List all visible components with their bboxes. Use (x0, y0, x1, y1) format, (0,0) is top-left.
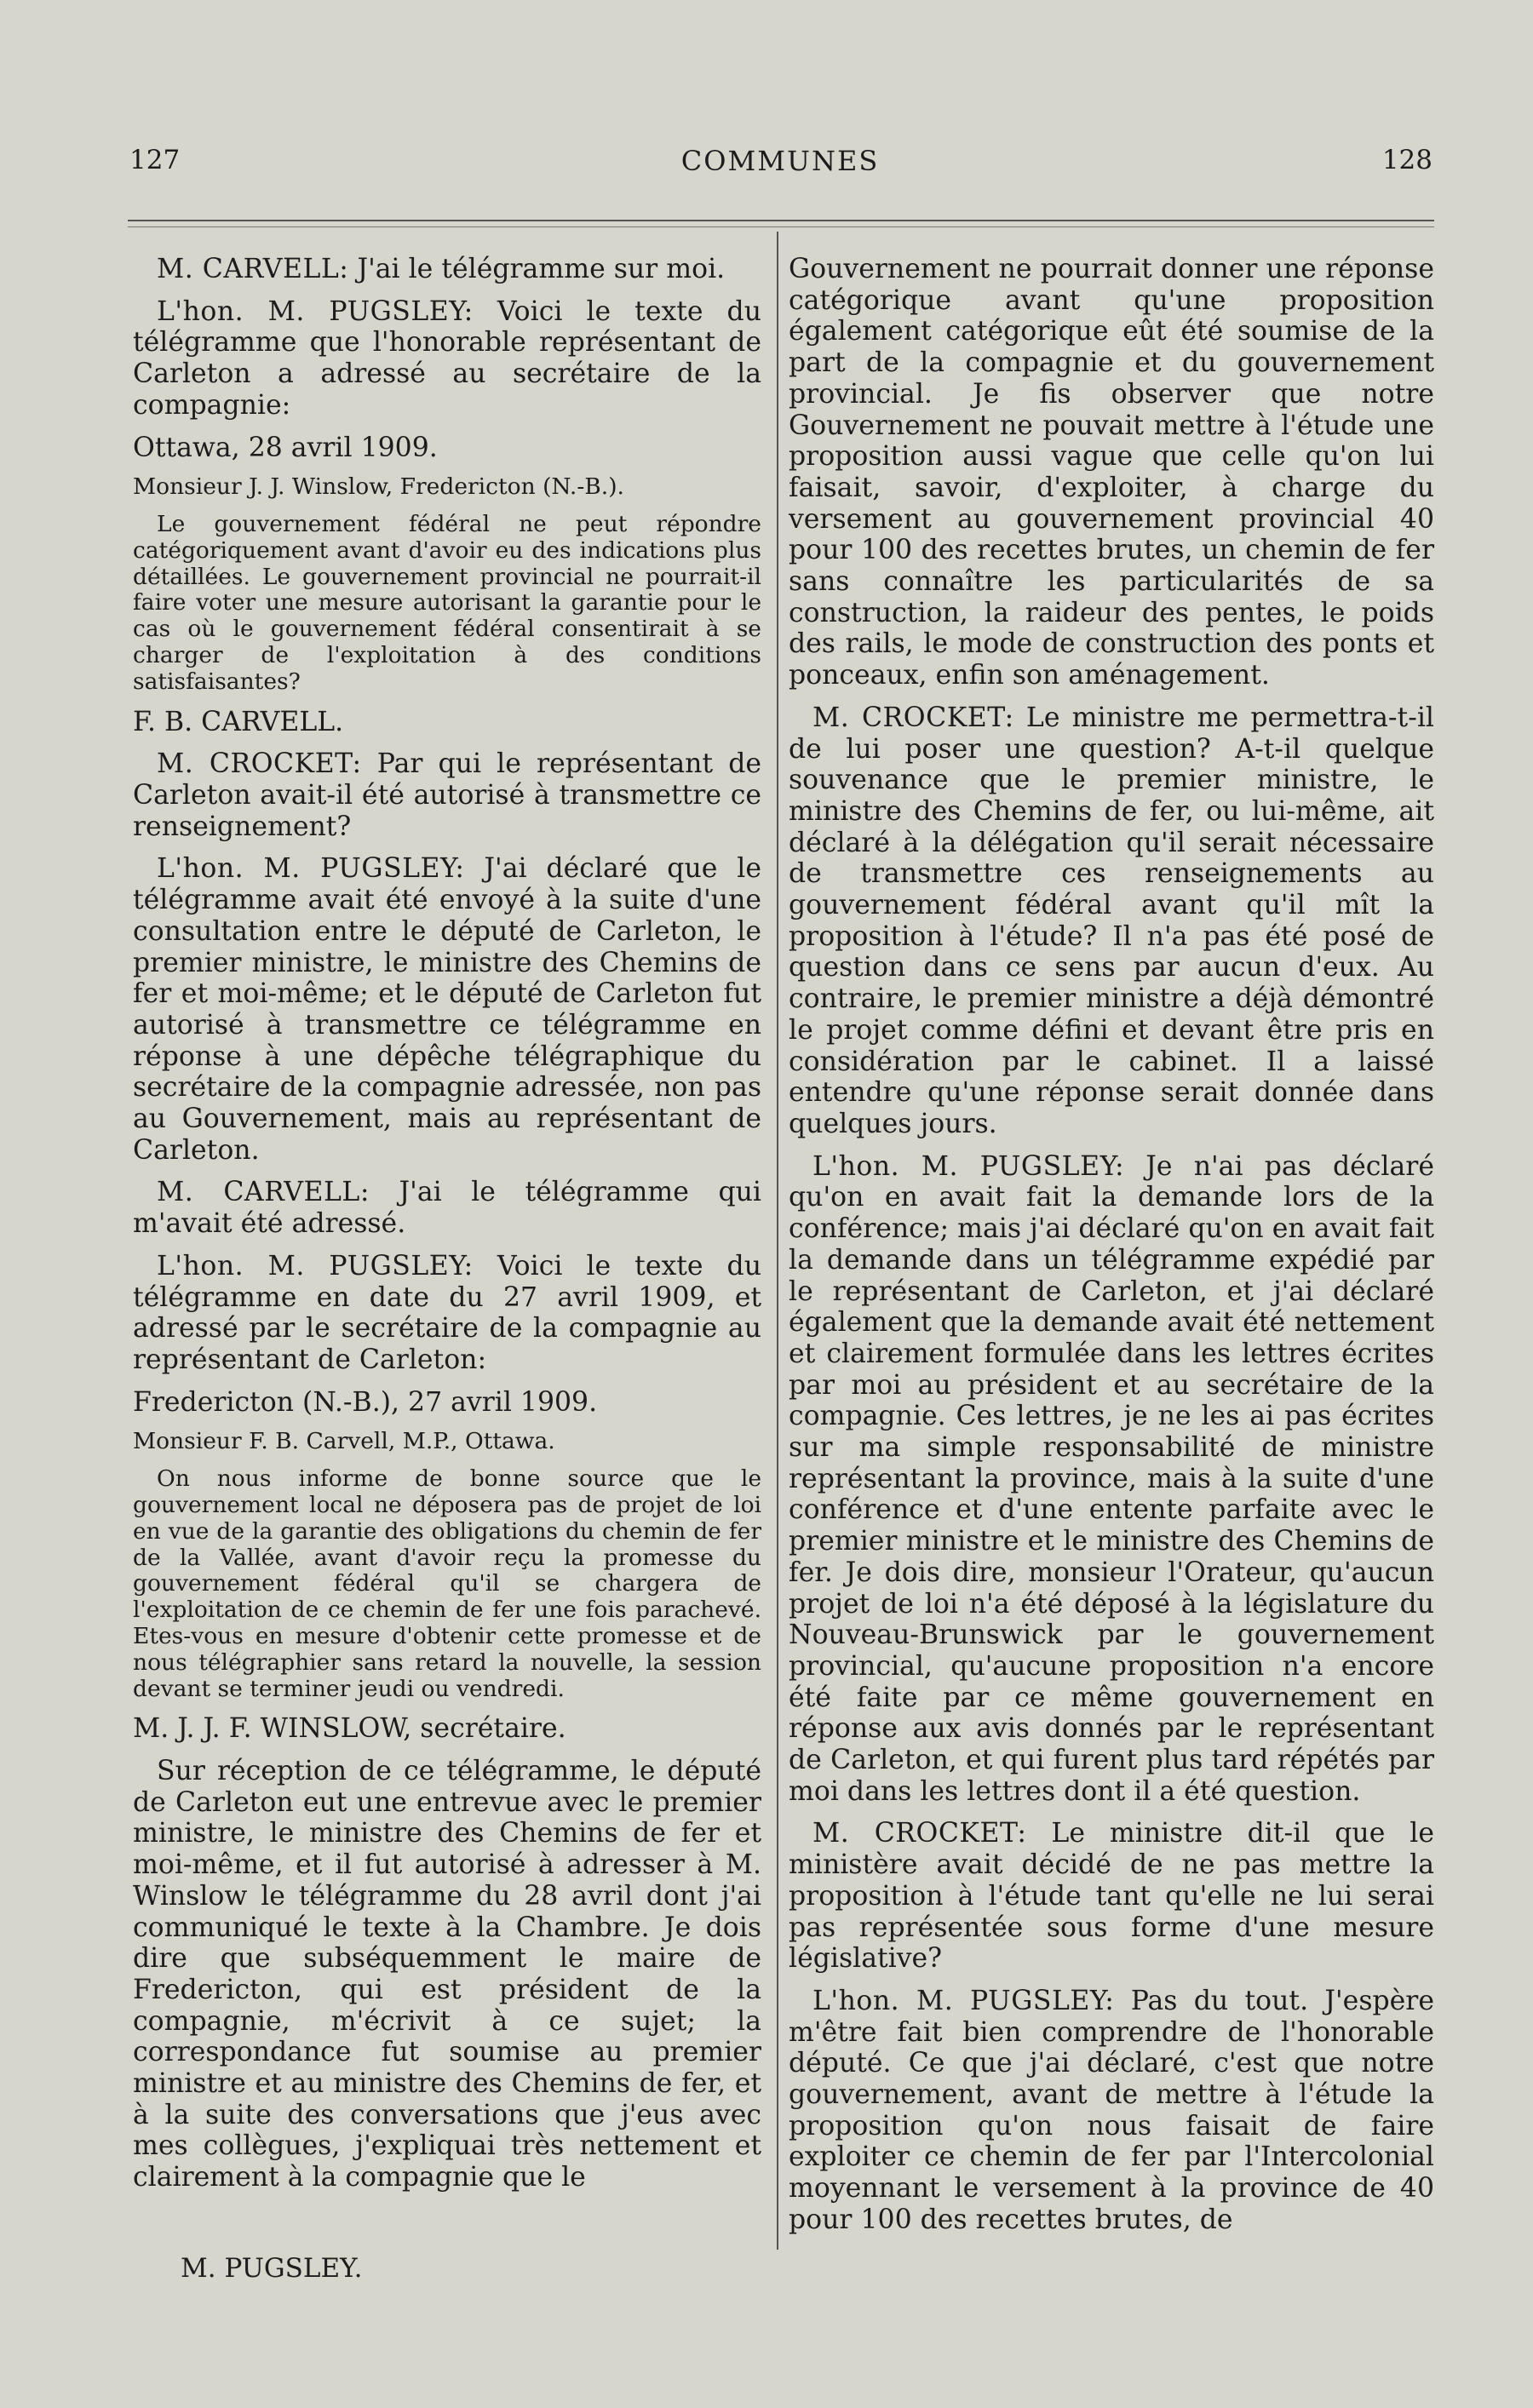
speech-text: Le ministre dit-il que le ministère avait décidé de ne pas mettre la proposition à l'étude tant qu'elle ne lui serai pas représentée sous forme d'une mesure législative? (789, 1818, 1434, 1975)
speaker-name: M. CARVELL: (157, 1177, 370, 1208)
speaker-name: L'hon. M. PUGSLEY: (812, 1985, 1115, 2016)
paragraph (789, 1818, 1434, 1975)
speech-text: Par qui le représentant de Carleton avait-il été autorisé à transmettre ce renseignement? (133, 748, 761, 842)
paragraph (789, 1986, 1434, 2236)
right-column (789, 254, 1434, 2247)
paragraph: Gouvernement ne pourrait donner une réponse catégorique avant qu'une proposition également catégorique eût été soumise de la part de la compagnie et du gouvernement provincial. Je fis observer que notre Gouvernement ne pouvait mettre à l'étude une proposition aussi vague que celle qu'on lui faisait, savoir, d'exploiter, à charge du versement au gouvernement provincial 40 pour 100 des recettes brutes, un chemin de fer sans connaître les particularités de sa construction, la raideur des pentes, le poids des rails, le mode de construction des ponts et ponceaux, enfin son aménagement. (789, 254, 1434, 691)
page-header (128, 145, 1433, 187)
paragraph (133, 1177, 761, 1239)
speaker-name: M. CROCKET: (812, 1818, 1027, 1849)
page-number-right: 128 (1381, 145, 1433, 175)
paragraph (133, 853, 761, 1166)
speech-text: Voici le texte du télégramme que l'honorable représentant de Carleton a adressé au secrétaire de la compagnie: (133, 295, 761, 421)
speaker-name: M. CARVELL: (157, 254, 349, 284)
paragraph (133, 296, 761, 421)
speech-text: J'ai déclaré que le télégramme avait été envoyé à la suite d'une consultation entre le député de Carleton, le premier ministre, le ministre des Chemins de fer et moi-même; et le député de Carleton fut autorisé à transmettre ce télégramme en réponse à une dépêche télégraphique du secrétaire de la compagnie adressée, non pas au Gouvernement, mais au représentant de Carleton. (133, 853, 761, 1166)
speaker-name: L'hon. M. PUGSLEY: (157, 853, 465, 885)
speech-text: Je n'ai pas déclaré qu'on en avait fait la demande lors de la conférence; mais j'ai déclaré qu'on en avait fait la demande dans un télégramme expédié par le représentant de Carleton, et j'ai déclaré également que la demande avait été nettement et clairement formulée dans les lettres écrites par moi au président et au secrétaire de la compagnie. Ces lettres, je ne les ai pas écrites sur ma simple responsabilité de ministre représentant la province, mais à la suite d'une conférence et d'une entente parfaite avec le premier ministre et le ministre des Chemins de fer. Je dois dire, monsieur l'Orateur, qu'aucun projet de loi n'a été déposé à la législature du Nouveau-Brunswick par le gouvernement provincial, qu'aucune proposition n'a encore été faite par ce même gouvernement en réponse aux avis donnés par le représentant de Carleton, et qui furent plus tard répétés par moi dans les lettres dont il a été question. (789, 1150, 1434, 1807)
column-divider (777, 232, 778, 2250)
speech-text: J'ai le télégramme qui m'avait été adressé. (133, 1177, 761, 1240)
paragraph (133, 254, 761, 285)
telegram-date: Fredericton (N.-B.), 27 avril 1909. (133, 1386, 598, 1418)
paragraph: Sur réception de ce télégramme, le député de Carleton eut une entrevue avec le premier ministre, le ministre des Chemins de fer et moi-même, et il fut autorisé à adresser à M. Winslow le télégramme du 28 avril dont j'ai communiqué le texte à la Chambre. Je dois dire que subséquemment le maire de Fredericton, qui est président de la compagnie, m'écrivit à ce sujet; la correspondance fut soumise au premier ministre et au ministre des Chemins de fer, et à la suite des conversations que j'eus avec mes collègues, j'expliquai très nettement et clairement à la compagnie que le (133, 1756, 761, 2193)
telegram-address: Monsieur J. J. Winslow, Fredericton (N.-B.). (133, 473, 624, 501)
footer-speaker: M. PUGSLEY. (181, 2253, 363, 2284)
header-rule (128, 220, 1434, 221)
telegram-body: On nous informe de bonne source que le gouvernement local ne déposera pas de projet de loi en vue de la garantie des obligations du chemin de fer de la Vallée, avant d'avoir reçu la promesse du gouvernement fédéral qu'il se chargera de l'exploitation de ce chemin de fer une fois parachevé. Etes-vous en mesure d'obtenir cette promesse et de nous télégraphier sans retard la nouvelle, la session devant se terminer jeudi ou vendredi. (133, 1465, 761, 1702)
speech-text: Pas du tout. J'espère m'être fait bien comprendre de l'honorable député. Ce que j'ai déclaré, c'est que notre gouvernement, avant de mettre à l'étude la proposition qu'on nous faisait de faire exploiter ce chemin de fer par l'Intercolonial moyennant le versement à la province de 40 pour 100 des recettes brutes, de (789, 1985, 1434, 2235)
telegram-signature: M. J. J. F. WINSLOW, secrétaire. (133, 1713, 566, 1745)
speaker-name: L'hon. M. PUGSLEY: (157, 1250, 474, 1281)
header-rule-thin (128, 226, 1434, 227)
telegram-date: Ottawa, 28 avril 1909. (133, 432, 438, 463)
speaker-name: M. CROCKET: (812, 702, 1014, 733)
paragraph (789, 1151, 1434, 1808)
speech-text: J'ai le télégramme sur moi. (357, 254, 726, 284)
paragraph (133, 748, 761, 842)
left-column (133, 254, 761, 2204)
running-title: COMMUNES (680, 145, 880, 177)
telegram-address: Monsieur F. B. Carvell, M.P., Ottawa. (133, 1428, 555, 1455)
telegram-body: Le gouvernement fédéral ne peut répondre catégoriquement avant d'avoir eu des indications plus détaillées. Le gouvernement provincial ne pourrait-il faire voter une mesure autorisant la garantie pour le cas où le gouvernement fédéral consentirait à se charger de l'exploitation à des conditions satisfaisantes? (133, 511, 761, 695)
speaker-name: L'hon. M. PUGSLEY: (157, 295, 474, 327)
speech-text: Le ministre me permettra-t-il de lui poser une question? A-t-il quelque souvenance que le premier ministre, le ministre des Chemins de fer, ou lui-même, ait déclaré à la délégation qu'il serait nécessaire de transmettre ces renseignements au gouvernement fédéral avant qu'il mît la proposition à l'étude? Il n'a pas été posé de question dans ce sens par aucun d'eux. Au contraire, le premier ministre a déjà démontré le projet comme défini et devant être pris en considération par le cabinet. Il a laissé entendre qu'une réponse serait donnée dans quelques jours. (789, 702, 1434, 1139)
paragraph (789, 702, 1434, 1140)
speaker-name: L'hon. M. PUGSLEY: (812, 1150, 1125, 1182)
telegram-signature: F. B. CARVELL. (133, 706, 344, 737)
speech-text: Voici le texte du télégramme en date du 27 avril 1909, et adressé par le secrétaire de la compagnie au représentant de Carleton: (133, 1250, 761, 1375)
speaker-name: M. CROCKET: (157, 748, 362, 780)
page-number-left: 127 (129, 145, 181, 175)
paragraph (133, 1251, 761, 1376)
